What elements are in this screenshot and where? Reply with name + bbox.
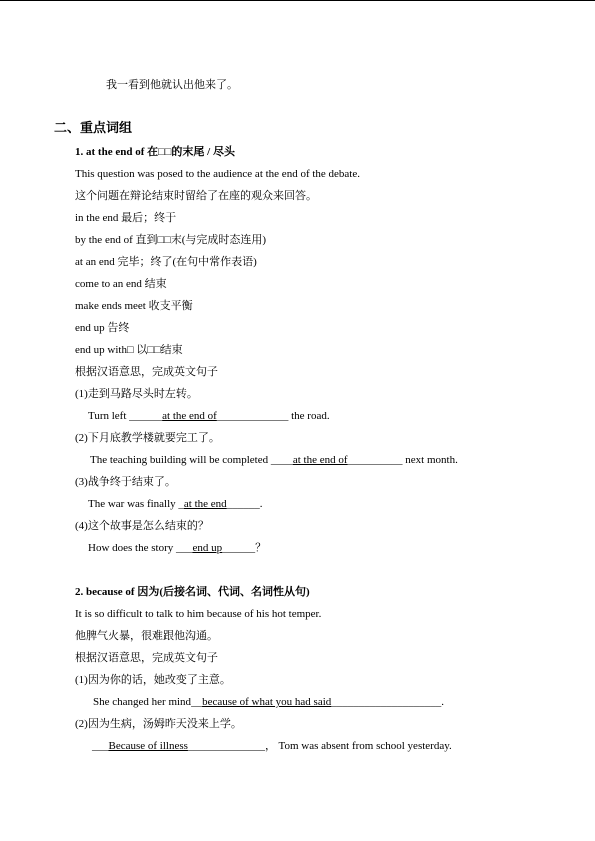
phrase-item: by the end of 直到□□末(与完成时态连用)	[75, 234, 267, 246]
sentence-post: .	[259, 498, 263, 510]
exercise-sentence	[88, 497, 262, 511]
item1-example-en: This question was posed to the audience at the end of the debate.	[75, 168, 360, 180]
answer-text: end up	[192, 542, 223, 554]
item1-title: 1. at the end of 在□□的末尾 / 尽头	[75, 146, 235, 158]
answer-blank: _____________	[216, 410, 289, 422]
answer-blank: __	[191, 696, 203, 708]
page-top-rule	[0, 0, 595, 1]
item1-example-zh: 这个问题在辩论结束时留给了在座的观众来回答。	[75, 190, 317, 202]
exercise-prompt: (2)下月底教学楼就要完工了。	[75, 432, 220, 444]
sentence-post: .	[441, 696, 445, 708]
phrase-item: in the end 最后；终于	[75, 212, 177, 224]
sentence-pre: The war was finally	[88, 498, 179, 510]
answer-text: at the end of	[292, 454, 348, 466]
exercise-sentence	[92, 739, 452, 753]
exercise-prompt: (1)因为你的话，她改变了主意。	[75, 674, 231, 686]
answer-blank: ______	[129, 410, 163, 422]
answer-blank: ______________	[187, 740, 265, 752]
answer-blank: ______	[226, 498, 260, 510]
sentence-pre: The teaching building will be completed	[90, 454, 271, 466]
exercise-sentence	[88, 541, 266, 555]
answer-blank: ______	[222, 542, 256, 554]
item1-instruction: 根据汉语意思，完成英文句子	[75, 366, 218, 378]
phrase-item: end up 告终	[75, 322, 130, 334]
answer-text: because of what you had said	[202, 696, 332, 708]
exercise-sentence	[93, 695, 444, 709]
answer-blank: ___	[176, 542, 193, 554]
section-heading: 二、重点词组	[54, 120, 133, 135]
sentence-post: the road.	[288, 410, 330, 422]
phrase-item: at an end 完毕；终了(在句中常作表语)	[75, 256, 257, 268]
item2-example-zh: 他脾气火暴，很难跟他沟通。	[75, 630, 218, 642]
answer-blank: ____	[270, 454, 293, 466]
item2-instruction: 根据汉语意思，完成英文句子	[75, 652, 218, 664]
exercise-prompt: (3)战争终于结束了。	[75, 476, 176, 488]
answer-blank: __________	[347, 454, 403, 466]
phrase-item: make ends meet 收支平衡	[75, 300, 193, 312]
phrase-item: end up with□ 以□□结束	[75, 344, 183, 356]
answer-blank: ____________________	[331, 696, 442, 708]
item2-title: 2. because of 因为(后接名词、代词、名词性从句)	[75, 586, 310, 598]
exercise-prompt: (2)因为生病，汤姆昨天没来上学。	[75, 718, 242, 730]
sentence-pre: How does the story	[88, 542, 176, 554]
sentence-post: next month.	[402, 454, 458, 466]
item2-example-en: It is so difficult to talk to him because of his hot temper.	[75, 608, 322, 620]
intro-sentence: 我一看到他就认出他来了。	[106, 79, 238, 91]
exercise-sentence	[88, 409, 330, 423]
sentence-post: ， Tom was absent from school yesterday.	[264, 740, 452, 752]
answer-text: at the end of	[162, 410, 217, 422]
answer-blank: ___	[92, 740, 109, 752]
sentence-post: ？	[255, 542, 267, 554]
phrase-item: come to an end 结束	[75, 278, 167, 290]
exercise-prompt: (4)这个故事是怎么结束的？	[75, 520, 209, 532]
answer-blank: _	[178, 498, 184, 510]
exercise-prompt: (1)走到马路尽头时左转。	[75, 388, 198, 400]
answer-text: Because of illness	[108, 740, 188, 752]
answer-text: at the end	[183, 498, 227, 510]
exercise-sentence	[90, 453, 458, 467]
sentence-pre: Turn left	[88, 410, 130, 422]
sentence-pre: She changed her mind	[93, 696, 192, 708]
